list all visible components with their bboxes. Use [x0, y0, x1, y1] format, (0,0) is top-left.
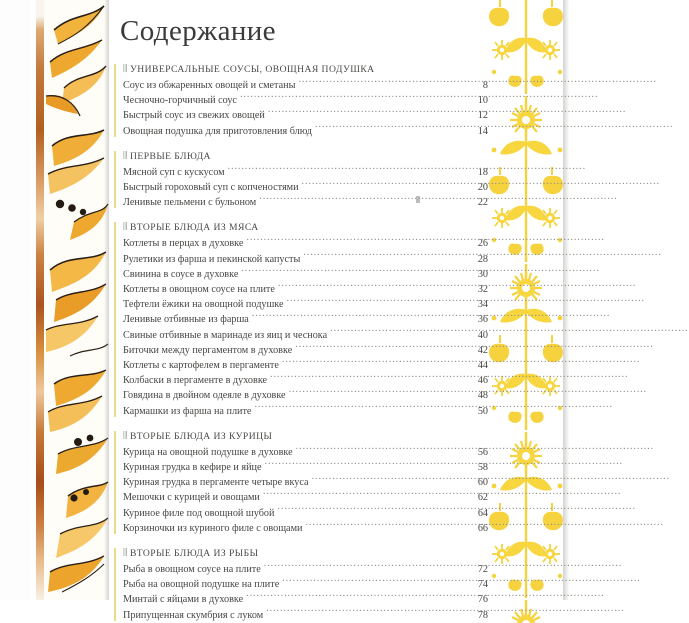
toc-entry-title: Биточки между пергаментом в духовке	[123, 344, 293, 356]
toc-entry-title: Быстрый соус из свежих овощей	[123, 110, 265, 122]
toc-entry-page-number: 60	[477, 477, 488, 489]
section-title-label: ВТОРЫЕ БЛЮДА ИЗ РЫБЫ	[130, 547, 259, 559]
table-of-contents	[114, 63, 488, 623]
scan-artifact-speck	[416, 196, 420, 203]
toc-entry-page-number: 44	[477, 359, 488, 371]
contents-column	[114, 0, 488, 621]
section-marker-icon	[123, 548, 128, 556]
toc-entry-title: Котлеты в перцах в духовке	[123, 238, 244, 250]
toc-entry-page-number: 14	[477, 125, 488, 137]
toc-entry-title: Тефтели ёжики на овощной подушке	[123, 299, 284, 311]
toc-entry-list	[123, 78, 488, 139]
left-band-edge-shadow	[104, 0, 109, 600]
toc-entry[interactable]	[123, 608, 488, 623]
khokhloma-ornament-icon	[44, 0, 108, 600]
toc-entry-title: Колбаски в пергаменте в духовке	[123, 375, 268, 387]
toc-entry-title: Рыба в овощном соусе на плите	[123, 563, 261, 575]
toc-entry-page-number: 50	[477, 405, 488, 417]
toc-entry-title: Куриное филе под овощной шубой	[123, 507, 275, 519]
toc-entry-title: Мясной суп с кускусом	[123, 166, 225, 178]
dot-leader	[259, 195, 466, 205]
dot-leader	[305, 521, 466, 531]
section-title-label: ПЕРВЫЕ БЛЮДА	[130, 150, 211, 162]
toc-entry-title: Рулетики из фарша и пекинской капусты	[123, 253, 301, 265]
dot-leader	[266, 608, 466, 618]
toc-entry-title: Говядина в двойном одеяле в духовке	[123, 390, 286, 402]
toc-section	[114, 430, 488, 536]
page-title: Содержание	[120, 15, 276, 47]
toc-entry-title: Куриная грудка в кефире и яйце	[123, 461, 262, 473]
toc-entry-page-number: 74	[477, 579, 488, 591]
toc-entry-page-number: 36	[477, 314, 488, 326]
toc-section	[114, 547, 488, 623]
toc-entry-page-number: 30	[477, 268, 488, 280]
toc-entry-page-number: 26	[477, 238, 488, 250]
toc-entry[interactable]	[123, 124, 488, 139]
toc-entry-title: Котлеты с картофелем в пергаменте	[123, 359, 279, 371]
toc-entry-page-number: 40	[477, 329, 488, 341]
toc-entry-title: Рыба на овощной подушке на плите	[123, 579, 280, 591]
toc-entry-title: Куриная грудка в пергаменте четыре вкуса	[123, 477, 309, 489]
toc-entry-page-number: 58	[477, 461, 488, 473]
toc-entry-title: Корзиночки из куриного филе с овощами	[123, 522, 303, 534]
toc-entry-page-number: 76	[477, 594, 488, 606]
toc-entry-page-number: 28	[477, 253, 488, 265]
toc-entry-title: Припущенная скумбрия с луком	[123, 609, 264, 621]
toc-entry-list	[123, 562, 488, 623]
toc-entry-title: Ленивые отбивные из фарша	[123, 314, 249, 326]
toc-section	[114, 221, 488, 418]
toc-entry-list	[123, 445, 488, 536]
toc-entry-page-number: 64	[477, 507, 488, 519]
toc-section	[114, 150, 488, 211]
dot-leader	[254, 404, 466, 414]
toc-entry-page-number: 46	[477, 375, 488, 387]
toc-section	[114, 63, 488, 139]
toc-entry[interactable]	[123, 195, 488, 210]
section-title-label: УНИВЕРСАЛЬНЫЕ СОУСЫ, ОВОЩНАЯ ПОДУШКА	[130, 63, 375, 75]
dot-leader	[315, 124, 466, 134]
toc-entry-title: Овощная подушка для приготовления блюд	[123, 125, 312, 137]
section-marker-icon	[123, 431, 128, 439]
section-marker-icon	[123, 222, 128, 230]
toc-entry-page-number: 12	[477, 110, 488, 122]
toc-entry-title: Мешочки с курицей и овощами	[123, 492, 260, 504]
toc-entry[interactable]	[123, 521, 488, 536]
toc-entry-page-number: 20	[477, 181, 488, 193]
left-border-ornament	[0, 0, 108, 600]
toc-entry-list	[123, 236, 488, 418]
toc-entry-title: Соус из обжаренных овощей и сметаны	[123, 79, 296, 91]
section-title-label: ВТОРЫЕ БЛЮДА ИЗ МЯСА	[130, 222, 259, 234]
toc-entry-page-number: 62	[477, 492, 488, 504]
toc-entry-list	[123, 165, 488, 211]
toc-entry-title: Курица на овощной подушке в духовке	[123, 446, 293, 458]
toc-entry-title: Кармашки из фарша на плите	[123, 405, 252, 417]
toc-entry-page-number: 42	[477, 344, 488, 356]
toc-entry-page-number: 66	[477, 522, 488, 534]
toc-entry-page-number: 22	[477, 197, 488, 209]
toc-entry-title: Котлеты в овощном соусе на плите	[123, 283, 275, 295]
toc-entry-page-number: 8	[482, 79, 488, 91]
toc-entry-page-number: 78	[477, 609, 488, 621]
section-title-label: ВТОРЫЕ БЛЮДА ИЗ КУРИЦЫ	[130, 430, 273, 442]
toc-entry-title: Свинина в соусе в духовке	[123, 268, 239, 280]
toc-entry-page-number: 18	[477, 166, 488, 178]
toc-entry[interactable]	[123, 404, 488, 419]
toc-entry-title: Ленивые пельмени с бульоном	[123, 197, 257, 209]
toc-entry-title: Свиные отбивные в маринаде из яиц и чеснока	[123, 329, 328, 341]
toc-entry-title: Минтай с яйцами в духовке	[123, 594, 244, 606]
left-gutter	[0, 0, 30, 600]
toc-entry-title: Чесночно-горчичный соус	[123, 95, 237, 107]
toc-entry-page-number: 48	[477, 390, 488, 402]
toc-entry-page-number: 32	[477, 283, 488, 295]
toc-entry-page-number: 72	[477, 563, 488, 575]
toc-entry-page-number: 56	[477, 446, 488, 458]
section-marker-icon	[123, 64, 128, 72]
section-marker-icon	[123, 151, 128, 159]
book-spine-strip	[36, 0, 44, 600]
toc-entry-title: Быстрый гороховый суп с копченостями	[123, 181, 299, 193]
toc-entry-page-number: 34	[477, 299, 488, 311]
toc-entry-page-number: 10	[477, 95, 488, 107]
